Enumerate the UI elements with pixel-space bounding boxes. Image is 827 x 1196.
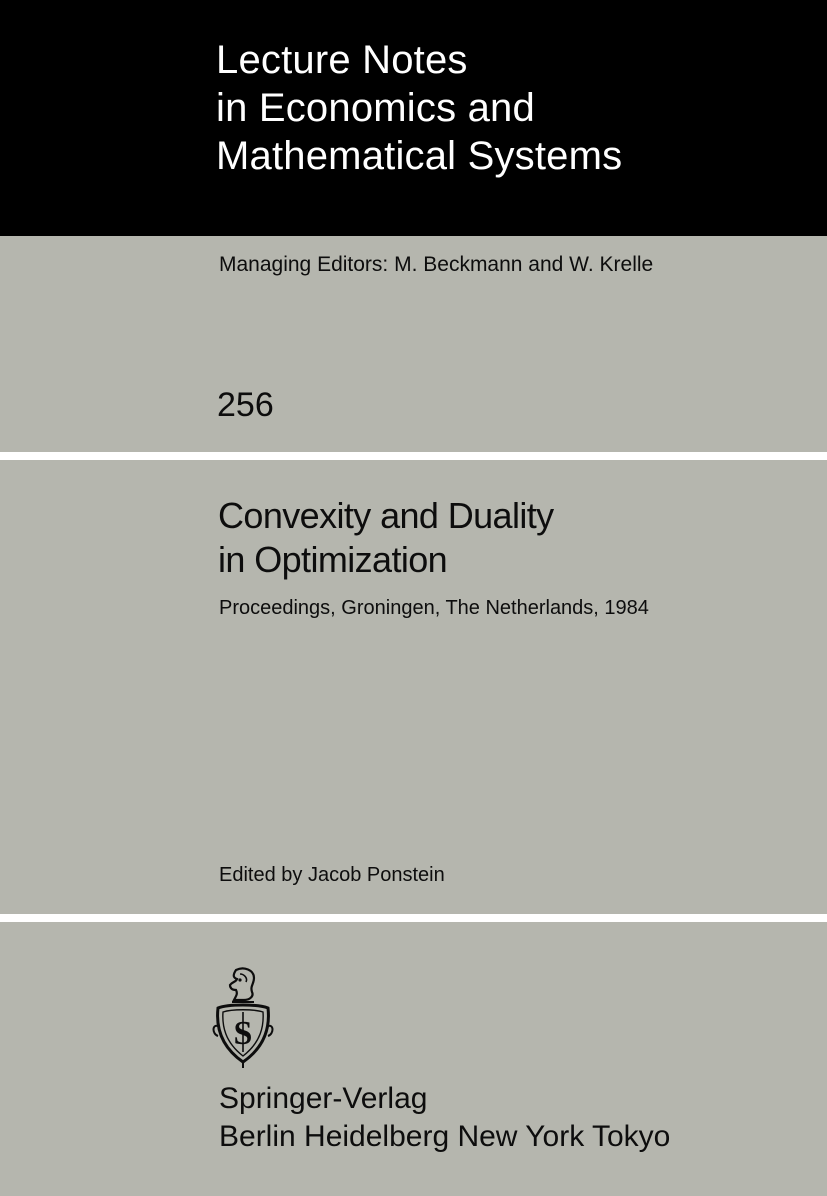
publisher — [219, 1080, 670, 1156]
series-header-band — [0, 0, 827, 236]
managing-editors: Managing Editors: M. Beckmann and W. Krelle — [219, 253, 654, 276]
book-title-line-2: in Optimization — [218, 539, 448, 580]
divider-rule-bottom — [0, 914, 827, 922]
book-title — [218, 494, 554, 582]
publisher-name: Springer-Verlag — [219, 1082, 428, 1115]
volume-number: 256 — [217, 386, 274, 424]
book-subtitle: Proceedings, Groningen, The Netherlands, 1984 — [219, 597, 649, 619]
book-title-line-1: Convexity and Duality — [218, 495, 554, 536]
divider-rule-top — [0, 452, 827, 460]
series-title-line-2: in Economics and — [216, 86, 535, 130]
publisher-locations: Berlin Heidelberg New York Tokyo — [219, 1120, 671, 1153]
series-title — [216, 36, 622, 180]
series-title-line-1: Lecture Notes — [216, 38, 468, 82]
springer-knight-logo-icon — [210, 966, 276, 1070]
series-title-line-3: Mathematical Systems — [216, 134, 623, 178]
book-editor: Edited by Jacob Ponstein — [219, 864, 445, 886]
springer-logo-letter: S — [233, 1015, 253, 1052]
